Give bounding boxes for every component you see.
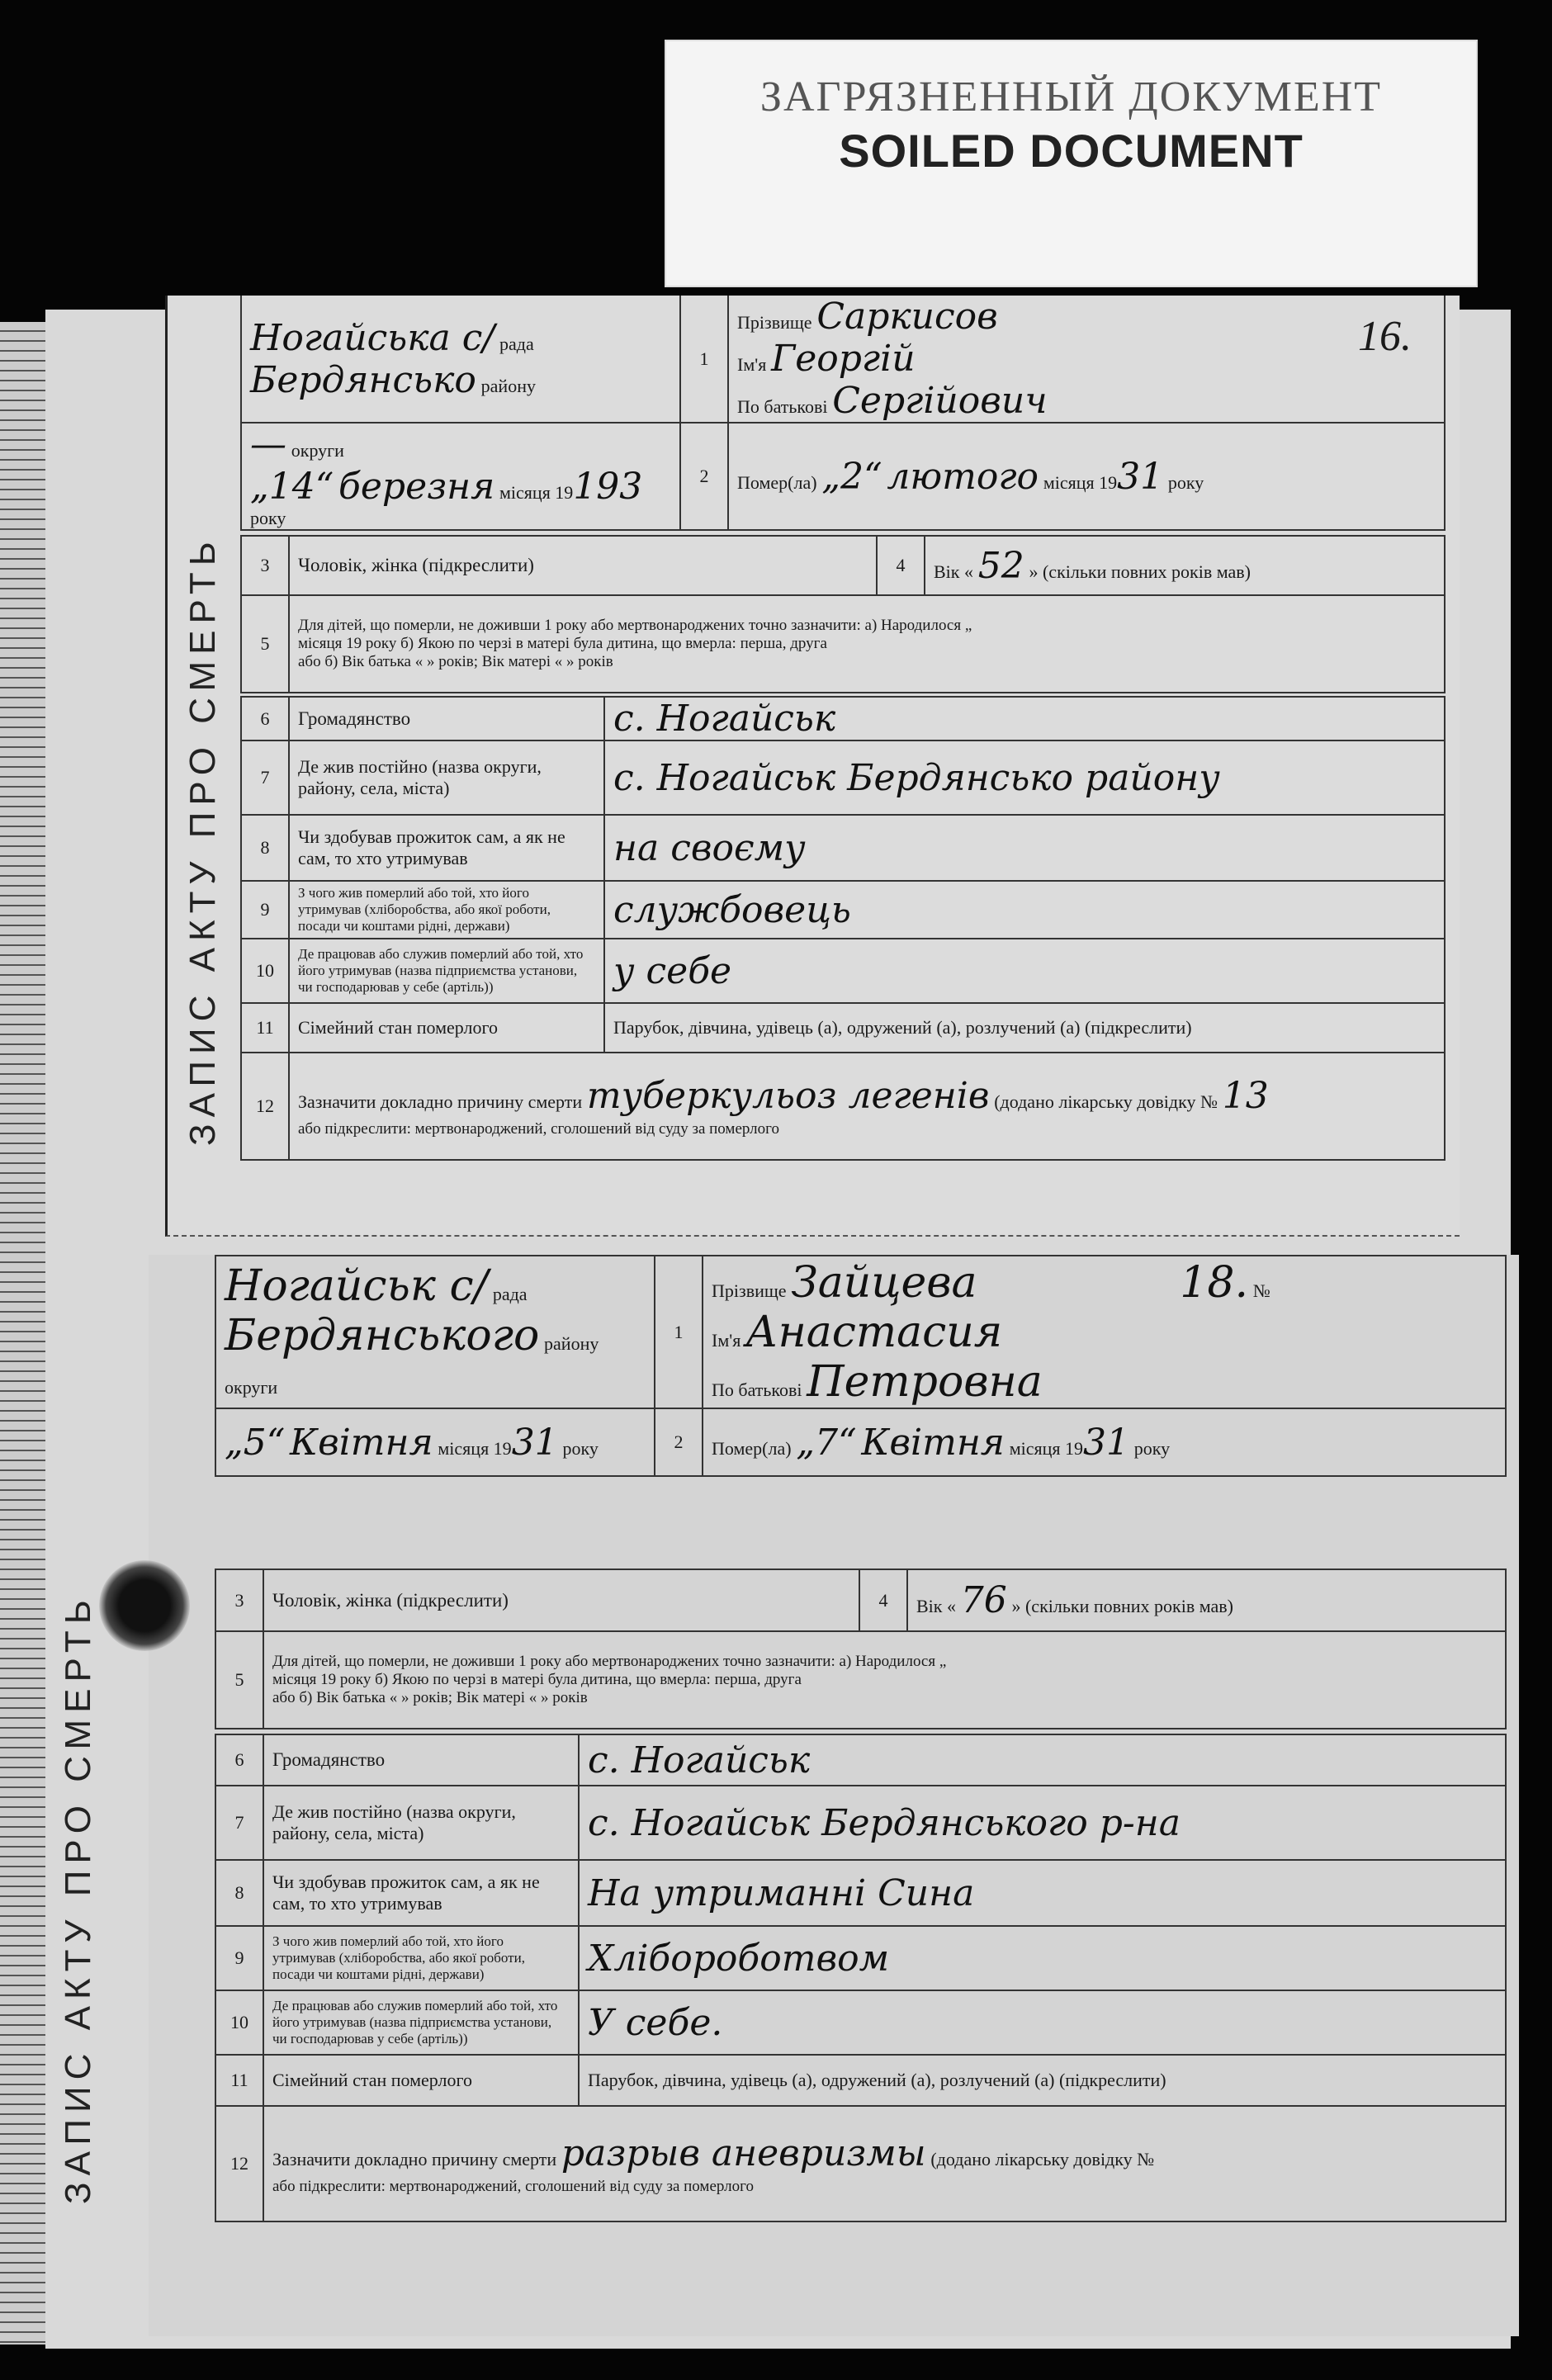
r1-death-month-label: місяця 19 — [1043, 471, 1118, 493]
r1-name-label: Ім'я — [737, 354, 767, 375]
r2-citizenship: с. Ногайськ — [579, 1734, 1506, 1786]
r1-rada-label: рада — [499, 333, 534, 354]
r2-death-year-label: року — [1133, 1437, 1171, 1459]
r2-cert-label: (додано лікарську довідку № — [930, 2148, 1155, 2169]
r1-surname-value: Саркисов — [816, 296, 998, 338]
r1-r10-label: Де працював або служив померлий або той, хто його утримував (назва підприємства установи, чи господарював у себе (артіль)) — [289, 939, 604, 1003]
r2-age-tail: » (скільки повних років мав) — [1011, 1596, 1233, 1616]
r1-name-cell — [728, 296, 1445, 423]
r2-num-5: 5 — [215, 1631, 263, 1729]
r1-rada-value: Ногайська с/ — [250, 316, 495, 359]
form-title-2: ЗАПИС АКТУ ПРО СМЕРТЬ — [58, 1593, 98, 2204]
r2-reg-day: „5“ — [225, 1421, 286, 1464]
r1-num-7: 7 — [241, 740, 289, 815]
r2-num-2: 2 — [655, 1408, 703, 1476]
r2-row5-e: б) Вік батька « — [299, 1689, 398, 1706]
r2-occupation: Хлібороботвом — [579, 1926, 1506, 1990]
record-1-rows — [240, 696, 1446, 1161]
r1-death-year: 31 — [1117, 455, 1164, 498]
r2-patronymic-value: Петровна — [807, 1356, 1043, 1407]
r1-r7-label: Де жив постійно (назва округи, району, села, міста) — [289, 740, 604, 815]
r2-num-4: 4 — [859, 1569, 907, 1631]
r1-workplace: у себе — [604, 939, 1445, 1003]
r1-reg-month: березня — [338, 466, 495, 508]
r1-residence: с. Ногайськ Бердянсько району — [604, 740, 1445, 815]
r2-row5-b: місяця 19 — [272, 1671, 337, 1688]
r1-okrugy-label: округи — [291, 440, 344, 461]
r1-death-day: „2“ — [821, 455, 882, 498]
r2-num-10: 10 — [215, 1990, 263, 2055]
r2-reg-month: Квітня — [290, 1421, 433, 1464]
r1-num-2: 2 — [680, 423, 728, 530]
r1-row5-g: » років — [566, 653, 613, 670]
r1-reg-number: 16. — [1358, 313, 1412, 360]
r2-death-date-cell — [703, 1408, 1506, 1476]
r2-r7-label: Де жив постійно (назва округи, району, села, міста) — [263, 1786, 579, 1860]
r2-age-value: 76 — [960, 1579, 1007, 1621]
r1-reg-year: 193 — [573, 466, 643, 508]
r2-num-8: 8 — [215, 1860, 263, 1926]
r1-death-label: Помер(ла) — [737, 471, 817, 493]
form-title-1: ЗАПИС АКТУ ПРО СМЕРТЬ — [182, 535, 223, 1146]
r2-raion-value: Бердянського — [225, 1311, 540, 1360]
r2-income: На утриманні Сина — [579, 1860, 1506, 1926]
r1-patronymic-label: По батькові — [737, 396, 828, 417]
r1-num-4: 4 — [877, 536, 925, 595]
r1-num-11: 11 — [241, 1003, 289, 1053]
r1-r8-label: Чи здобував прожиток сам, а як не сам, то хто утримував — [289, 815, 604, 881]
r2-reg-date-cell — [215, 1408, 655, 1476]
r1-row5-a: Для дітей, що померли, не доживши 1 року або мертвонароджених точно зазначити: а) Народилося „ — [298, 617, 972, 634]
r1-num-1: 1 — [680, 296, 728, 423]
r2-rada-value: Ногайськ с/ — [225, 1261, 489, 1311]
r1-age-tail: » (скільки повних років мав) — [1029, 561, 1251, 582]
r2-name-value: Анастасия — [745, 1307, 1003, 1357]
r2-surname-value: Зайцева — [791, 1257, 977, 1308]
r1-raion-label: району — [480, 375, 536, 396]
r1-death-year-label: року — [1167, 471, 1204, 493]
r1-child-cell — [289, 595, 1445, 693]
r1-num-6: 6 — [241, 697, 289, 740]
r1-okrugy-value: — — [250, 423, 286, 466]
r2-num-6: 6 — [215, 1734, 263, 1786]
r2-raion-label: району — [544, 1333, 599, 1354]
r1-row5-d: або — [298, 653, 321, 670]
punched-edge — [0, 322, 45, 2345]
r2-cause-cell — [263, 2106, 1506, 2221]
r1-num-10: 10 — [241, 939, 289, 1003]
r1-citizenship: с. Ногайськ — [604, 697, 1445, 740]
r2-rada-cell — [215, 1256, 655, 1408]
record-card-2 — [58, 1255, 1519, 2336]
r2-name-cell — [703, 1256, 1506, 1408]
r1-row5-e: б) Вік батька « — [324, 653, 423, 670]
r2-reg-number: 18. — [1180, 1257, 1248, 1308]
r2-row5-d: або — [272, 1689, 296, 1706]
r1-age-value: 52 — [977, 544, 1024, 587]
r1-name-value: Георгій — [771, 338, 916, 380]
r2-workplace: У себе. — [579, 1990, 1506, 2055]
r2-r6-label: Громадянство — [263, 1734, 579, 1786]
record-2-rows — [215, 1734, 1507, 2222]
r1-stillborn-note: або підкреслити: мертвонароджений, сголошений від суду за померлого — [298, 1119, 779, 1138]
r1-reg-year-label: року — [250, 508, 286, 528]
r2-r8-label: Чи здобував прожиток сам, а як не сам, то хто утримував — [263, 1860, 579, 1926]
r2-num-7: 7 — [215, 1786, 263, 1860]
r1-cause-label: Зазначити докладно причину смерти — [298, 1091, 583, 1112]
r2-patronymic-label: По батькові — [712, 1379, 802, 1400]
r1-family-status: Парубок, дівчина, удівець (а), одружений (а), розлучений (а) (підкреслити) — [604, 1003, 1445, 1053]
r1-row5-f: » років; Вік матері « — [427, 653, 563, 670]
r2-residence: с. Ногайськ Бердянського р-на — [579, 1786, 1506, 1860]
r2-r11-label: Сімейний стан померлого — [263, 2055, 579, 2106]
r1-sex: Чоловік, жінка (підкреслити) — [289, 536, 877, 595]
r1-num-5: 5 — [241, 595, 289, 693]
r1-cert-no: 13 — [1222, 1074, 1269, 1117]
r2-death-label: Помер(ла) — [712, 1437, 792, 1459]
r2-name-label: Ім'я — [712, 1329, 741, 1351]
record-2-table — [215, 1255, 1507, 1477]
r1-death-date-cell — [728, 423, 1445, 530]
r1-r6-label: Громадянство — [289, 697, 604, 740]
r1-income: на своєму — [604, 815, 1445, 881]
r1-num-3: 3 — [241, 536, 289, 595]
r1-rada-cell — [241, 296, 680, 423]
r2-okrugy-label: округи — [225, 1377, 278, 1398]
r2-sex: Чоловік, жінка (підкреслити) — [263, 1569, 859, 1631]
record-card-1 — [165, 296, 1460, 1237]
r2-age-label: Вік « — [916, 1596, 956, 1616]
r1-occupation: службовець — [604, 881, 1445, 939]
r2-num-11: 11 — [215, 2055, 263, 2106]
r2-reg-year: 31 — [511, 1421, 558, 1464]
record-1-table — [240, 296, 1446, 531]
r2-child-cell — [263, 1631, 1506, 1729]
r1-num-8: 8 — [241, 815, 289, 881]
r1-cause-value: туберкульоз легенів — [586, 1074, 990, 1117]
record-1-details — [240, 535, 1446, 693]
r2-rada-label: рада — [492, 1284, 528, 1304]
r2-surname-label: Прізвище — [712, 1280, 787, 1301]
r1-r11-label: Сімейний стан померлого — [289, 1003, 604, 1053]
r1-reg-day: „14“ — [250, 466, 334, 508]
r2-death-month-label: місяця 19 — [1009, 1437, 1083, 1459]
r2-r10-label: Де працював або служив померлий або той, хто його утримував (назва підприємства установи, чи господарював у себе (артіль)) — [263, 1990, 579, 2055]
r1-age-label: Вік « — [934, 561, 973, 582]
stamp-ru-text: ЗАГРЯЗНЕННЫЙ ДОКУМЕНТ — [759, 73, 1383, 121]
r2-row5-a: Для дітей, що померли, не доживши 1 року або мертвонароджених точно зазначити: а) Народилося „ — [272, 1653, 947, 1670]
r2-family-status: Парубок, дівчина, удівець (а), одружений (а), розлучений (а) (підкреслити) — [579, 2055, 1506, 2106]
r2-row5-g: » років — [541, 1689, 588, 1706]
r2-cause-label: Зазначити докладно причину смерти — [272, 2148, 557, 2169]
r2-death-day: „7“ — [796, 1421, 857, 1464]
r1-num-9: 9 — [241, 881, 289, 939]
r2-num-12: 12 — [215, 2106, 263, 2221]
stamp-en-text: SOILED DOCUMENT — [839, 125, 1304, 177]
r2-num-3: 3 — [215, 1569, 263, 1631]
r2-row5-f: » років; Вік матері « — [401, 1689, 537, 1706]
ink-stain — [99, 1560, 190, 1651]
r2-num-1: 1 — [655, 1256, 703, 1408]
r1-r9-label: З чого жив померлий або той, хто його утримував (хліборобства, або якої роботи, посади чи коштами рідні, держави) — [289, 881, 604, 939]
r2-reg-year-label: року — [562, 1437, 599, 1459]
r1-patronymic-value: Сергійович — [832, 380, 1048, 422]
r1-raion-value: Бердянсько — [250, 358, 476, 401]
r2-age-cell — [907, 1569, 1506, 1631]
r2-r9-label: З чого жив померлий або той, хто його утримував (хліборобства, або якої роботи, посади чи коштами рідні, держави) — [263, 1926, 579, 1990]
r2-death-year: 31 — [1083, 1421, 1129, 1464]
r2-row5-c: року б) Якою по черзі в матері була дитина, що вмерла: перша, друга — [339, 1671, 802, 1688]
r2-num-9: 9 — [215, 1926, 263, 1990]
r2-death-month: Квітня — [861, 1421, 1005, 1464]
r1-cause-cell — [289, 1053, 1445, 1160]
r2-no-label: № — [1252, 1280, 1270, 1301]
r1-reg-month-label: місяця 19 — [499, 482, 574, 503]
soiled-document-stamp — [665, 40, 1478, 287]
r1-surname-label: Прізвище — [737, 312, 812, 333]
record-2-details — [215, 1569, 1507, 1729]
r1-row5-c: року б) Якою по черзі в матері була дитина, що вмерла: перша, друга — [365, 635, 827, 652]
r2-cause-value: разрыв аневризмы — [561, 2132, 926, 2174]
r1-cert-label: (додано лікарську довідку № — [994, 1091, 1218, 1112]
r2-reg-month-label: місяця 19 — [438, 1437, 512, 1459]
r1-row5-b: місяця 19 — [298, 635, 362, 652]
r1-num-12: 12 — [241, 1053, 289, 1160]
r1-okrugy-date-cell — [241, 423, 680, 530]
r2-stillborn-note: або підкреслити: мертвонароджений, сголошений від суду за померлого — [272, 2177, 754, 2195]
r1-death-month: лютого — [887, 455, 1039, 498]
r1-age-cell — [925, 536, 1445, 595]
